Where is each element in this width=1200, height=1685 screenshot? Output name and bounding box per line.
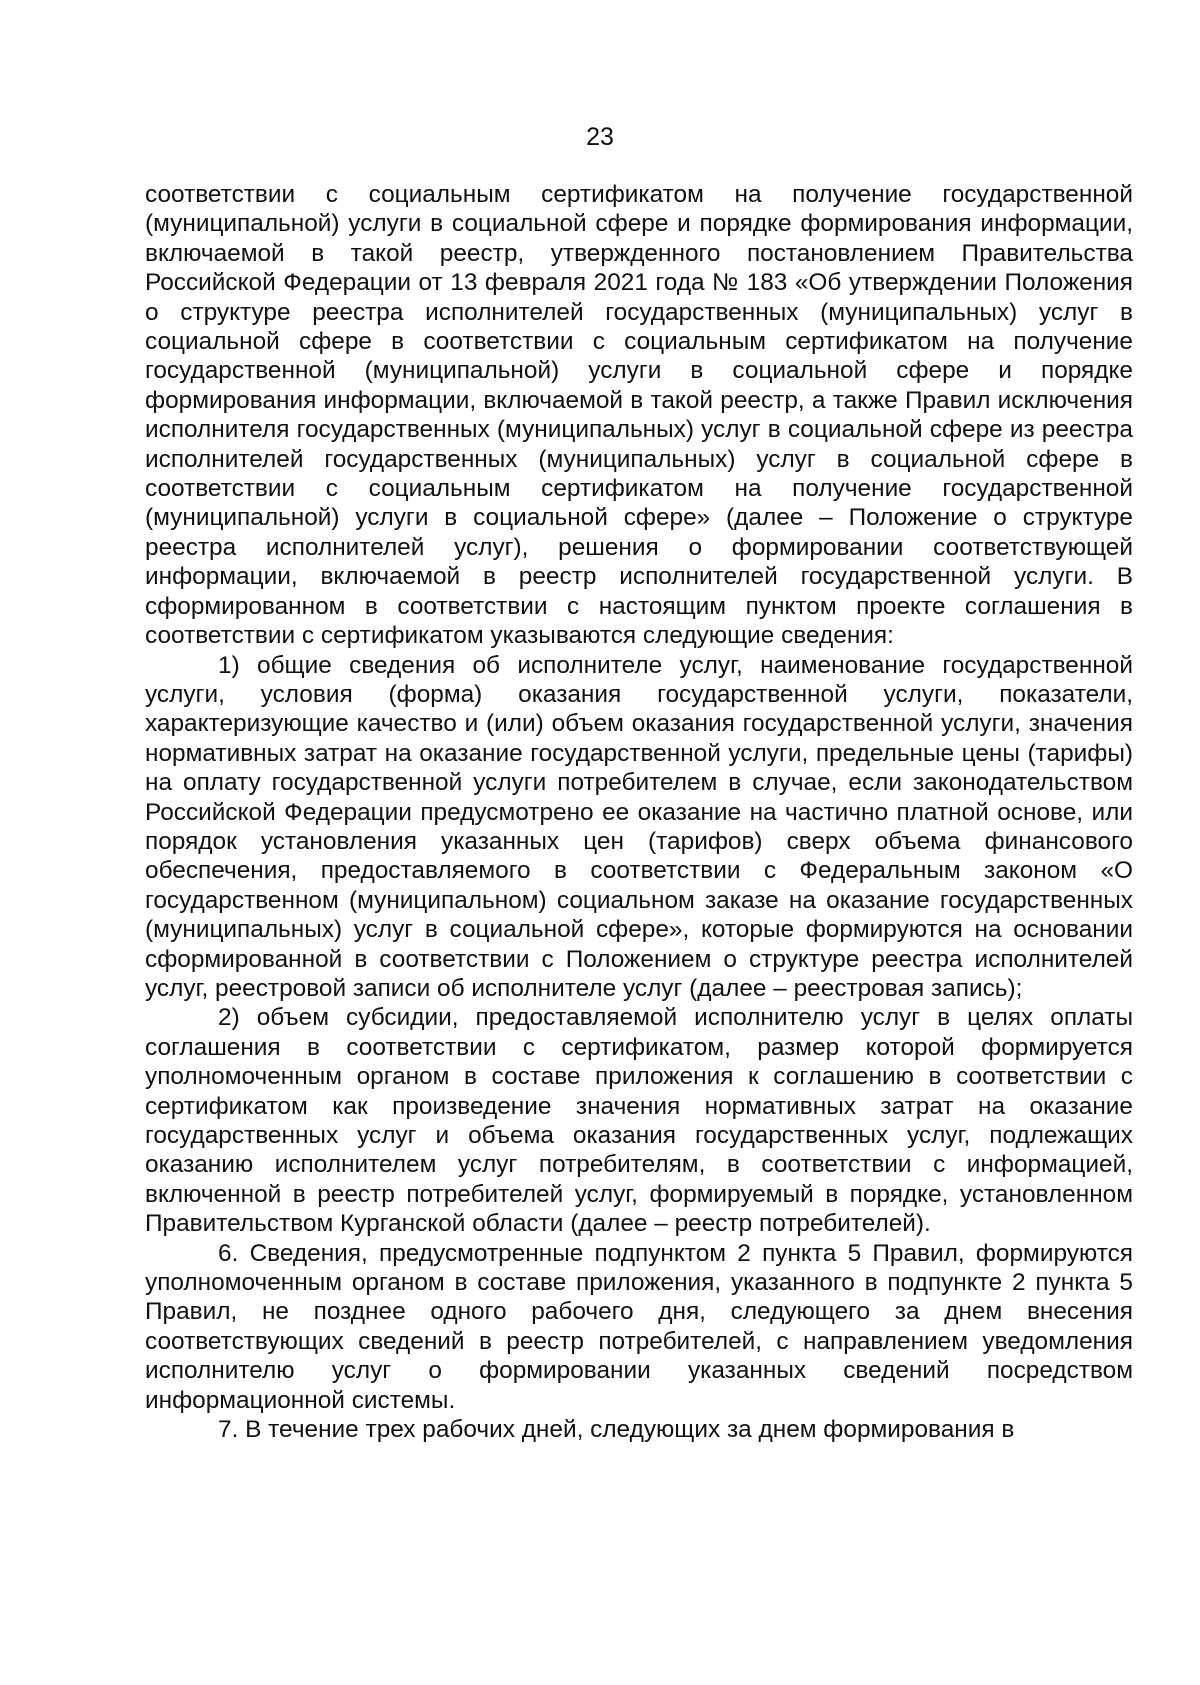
paragraph-item-2: 2) объем субсидии, предоставляемой исполнителю услуг в целях оплаты соглашения в соответствии с сертификатом, размер которой формируется уполномоченным органом в составе приложения к соглашению в соответствии с сертификатом как произведение значения нормативных затрат на оказание государственных услуг и объема оказания государственных услуг, подлежащих оказанию исполнителем услуг потребителям, в соответствии с информацией, включенной в реестр потребителей услуг, формируемый в порядке, установленном Правительством Курганской области (далее – реестр потребителей).: [145, 1004, 1133, 1238]
paragraph-continuation: соответствии с социальным сертификатом на получение государственной (муниципальной) услуги в социальной сфере и порядке формирования информации, включаемой в такой реестр, утвержденного постановлением Правительства Российской Федерации от 13 февраля 2021 года № 183 «Об утверждении Положения о структуре реестра исполнителей государственных (муниципальных) услуг в социальной сфере в соответствии с социальным сертификатом на получение государственной (муниципальной) услуги в социальной сфере и порядке формирования информации, включаемой в такой реестр, а также Правил исключения исполнителя государственных (муниципальных) услуг в социальной сфере из реестра исполнителей государственных (муниципальных) услуг в социальной сфере в соответствии с социальным сертификатом на получение государственной (муниципальной) услуги в социальной сфере» (далее – Положение о структуре реестра исполнителей услуг), решения о формировании соответствующей информации, включаемой в реестр исполнителей государственной услуги. В сформированном в соответствии с настоящим пунктом проекте соглашения в соответствии с сертификатом указываются следующие сведения:: [145, 181, 1133, 650]
paragraph-clause-7: 7. В течение трех рабочих дней, следующих за днем формирования в: [218, 1416, 1015, 1444]
paragraph-clause-6: 6. Сведения, предусмотренные подпунктом 2 пункта 5 Правил, формируются уполномоченным органом в составе приложения, указанного в подпункте 2 пункта 5 Правил, не позднее одного рабочего дня, следующего за днем внесения соответствующих сведений в реестр потребителей, с направлением уведомления исполнителю услуг о формировании указанных сведений посредством информационной системы.: [145, 1239, 1133, 1414]
document-body: [145, 180, 1133, 1444]
page-number: 23: [586, 123, 614, 151]
paragraph-item-1: 1) общие сведения об исполнителе услуг, наименование государственной услуги, условия (форма) оказания государственной услуги, показатели, характеризующие качество и (или) объем оказания государственной услуги, значения нормативных затрат на оказание государственной услуги, предельные цены (тарифы) на оплату государственной услуги потребителем в случае, если законодательством Российской Федерации предусмотрено ее оказание на частично платной основе, или порядок установления указанных цен (тарифов) сверх объема финансового обеспечения, предоставляемого в соответствии с Федеральным законом «О государственном (муниципальном) социальном заказе на оказание государственных (муниципальных) услуг в социальной сфере», которые формируются на основании сформированной в соответствии с Положением о структуре реестра исполнителей услуг, реестровой записи об исполнителе услуг (далее – реестровая запись);: [145, 651, 1133, 1002]
